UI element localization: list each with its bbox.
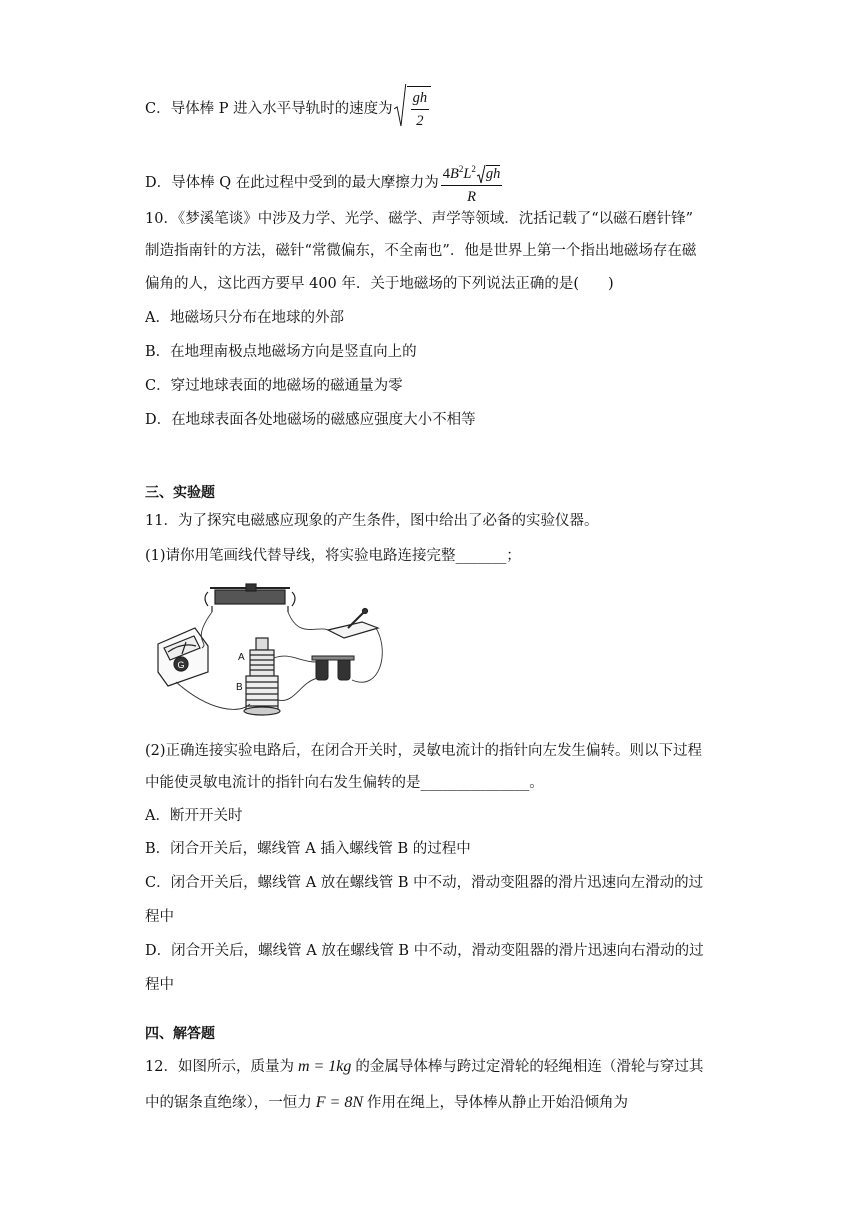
q9-option-d (145, 158, 502, 208)
root-body: gh (485, 165, 501, 182)
exp-2: 2 (471, 164, 476, 174)
q11-option-d: D．闭合开关后，螺线管 A 放在螺线管 B 中不动，滑动变阻器的滑片迅速向右滑动的过 (145, 943, 704, 959)
q12-line2 (145, 1093, 628, 1113)
symbol-l: L (463, 165, 472, 182)
coef: 4 (442, 165, 450, 182)
q11-part2-line2: 中能使灵敏电流计的指针向右发生偏转的是_______________。 (145, 775, 544, 791)
experiment-apparatus-figure (150, 582, 400, 717)
q12-line1 (145, 1057, 703, 1077)
q11-part2-line1: (2)正确连接实验电路后，在闭合开关时，灵敏电流计的指针向左发生偏转。则以下过程 (145, 743, 703, 759)
section-heading-answer: 四、解答题 (145, 1026, 215, 1042)
mass-expression: m = 1kg (297, 1058, 352, 1075)
q11-option-c: C．闭合开关后，螺线管 A 放在螺线管 B 中不动，滑动变阻器的滑片迅速向左滑动的过 (145, 875, 704, 891)
q10-option-b: B．在地理南极点地磁场方向是竖直向上的 (145, 344, 417, 360)
q12-line1-text-a: 12．如图所示，质量为 (145, 1059, 294, 1075)
fraction-numerator: gh (411, 87, 430, 110)
q11-part1: (1)请你用笔画线代替导线，将实验电路连接完整_______； (145, 548, 521, 564)
fraction-denominator: 2 (416, 113, 424, 129)
switch-icon (328, 609, 378, 639)
galvanometer-icon (158, 628, 208, 686)
q9-option-c (145, 86, 431, 132)
force-expression: F = 8N (315, 1094, 363, 1111)
symbol-b: B (449, 165, 459, 182)
max-friction-formula (441, 158, 503, 208)
q11-option-b: B．闭合开关后，螺线管 A 插入螺线管 B 的过程中 (145, 841, 471, 857)
q10-option-a: A．地磁场只分布在地球的外部 (145, 310, 344, 326)
sqrt-formula (393, 86, 432, 132)
q10-stem-1: 10．《梦溪笔谈》中涉及力学、光学、磁学、声学等领域．沈括记载了“以磁石磨针锋” (145, 211, 694, 227)
exp-1: 2 (458, 164, 464, 174)
coil-b-label: B (236, 682, 243, 693)
coil-a-label: A (238, 652, 245, 663)
fraction-denominator: R (467, 188, 476, 205)
q11-option-c-cont: 程中 (145, 909, 174, 925)
q12-line2-text-a: 中的锯条直绝缘），一恒力 (145, 1095, 312, 1111)
galvanometer-label: G (177, 660, 185, 670)
q12-line1-text-b: 的金属导体棒与跨过定滑轮的轻绳相连（滑轮与穿过其 (355, 1059, 704, 1075)
q12-line2-text-b: 作用在绳上，导体棒从静止开始沿倾角为 (367, 1095, 628, 1111)
q9-option-d-text: D．导体棒 Q 在此过程中受到的最大摩擦力为 (145, 174, 439, 191)
q9-option-c-text: C．导体棒 P 进入水平导轨时的速度为 (145, 101, 393, 117)
q10-option-d: D．在地球表面各处地磁场的磁感应强度大小不相等 (145, 412, 476, 428)
q11-option-d-cont: 程中 (145, 977, 174, 993)
solenoid-coils-icon (236, 638, 280, 715)
section-heading-experiment: 三、实验题 (145, 485, 215, 501)
q11-option-a: A．断开开关时 (145, 808, 243, 824)
battery-icon (312, 656, 354, 680)
radical-sign-icon (393, 82, 407, 128)
q10-option-c: C．穿过地球表面的地磁场的磁通量为零 (145, 378, 403, 394)
q11-stem: 11．为了探究电磁感应现象的产生条件，图中给出了必备的实验仪器。 (145, 513, 599, 529)
q10-stem-2: 制造指南针的方法，磁针“常微偏东，不全南也”．他是世界上第一个指出地磁场存在磁 (145, 243, 697, 259)
radical-sign-icon (476, 164, 486, 184)
rheostat-icon (205, 584, 295, 612)
q10-stem-3: 偏角的人，这比西方要早 400 年．关于地磁场的下列说法正确的是( ) (145, 276, 614, 292)
